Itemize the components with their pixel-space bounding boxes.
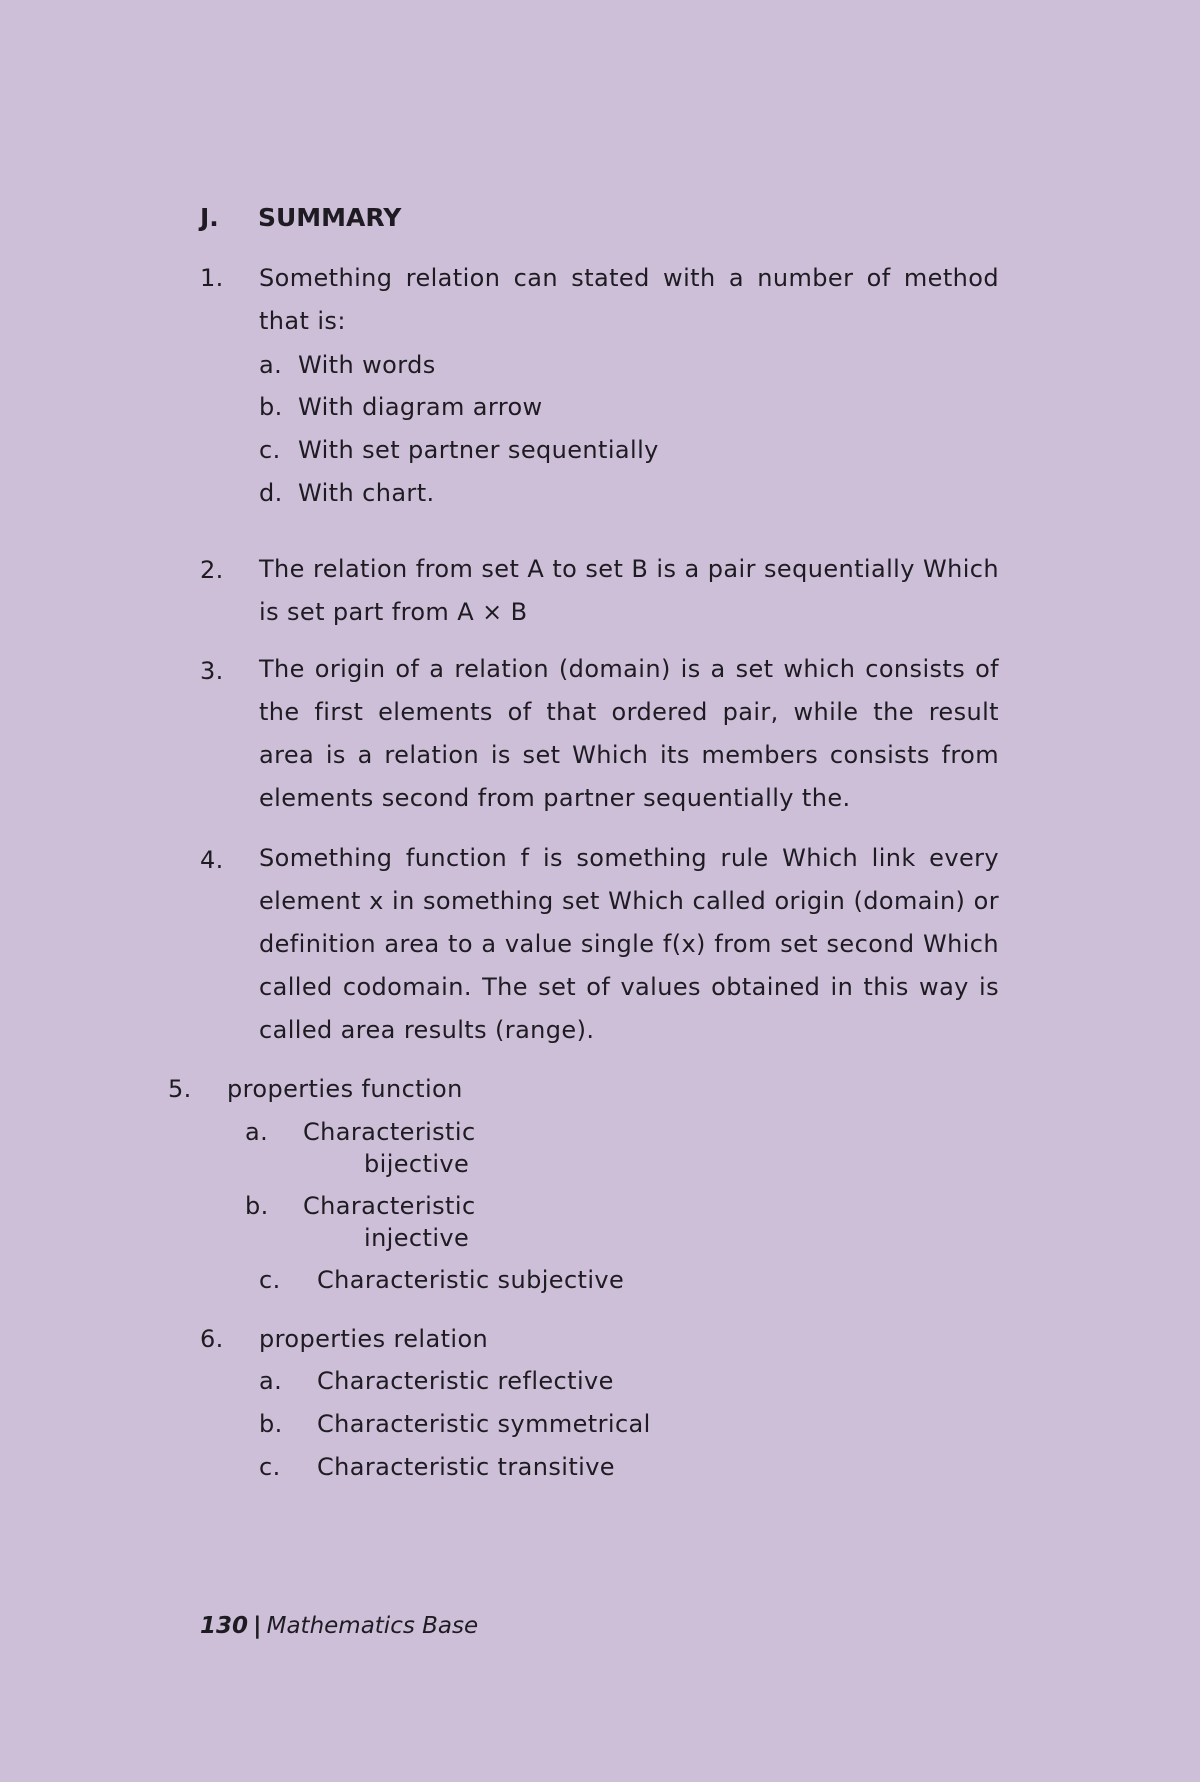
item-6b-letter: b.: [259, 1410, 283, 1438]
footer-separator: |: [253, 1613, 262, 1639]
item-6c-letter: c.: [259, 1453, 281, 1481]
item-5-number: 5.: [168, 1075, 192, 1103]
item-1c-letter: c.: [259, 436, 281, 464]
item-6c-text: Characteristic transitive: [317, 1453, 615, 1481]
item-1a-letter: a.: [259, 351, 283, 379]
item-5b-letter: b.: [245, 1192, 269, 1220]
item-5a-letter: a.: [245, 1118, 269, 1146]
item-1-number: 1.: [200, 264, 224, 292]
item-4-number: 4.: [200, 846, 224, 874]
item-5c-letter: c.: [259, 1266, 281, 1294]
item-5b-line2: injective: [364, 1224, 470, 1252]
item-5a-line2: bijective: [364, 1150, 470, 1178]
item-6a-text: Characteristic reflective: [317, 1367, 614, 1395]
section-letter: J.: [200, 203, 219, 232]
item-2-number: 2.: [200, 556, 224, 584]
item-5a-line1: Characteristic: [303, 1118, 476, 1146]
section-title: SUMMARY: [258, 203, 402, 232]
item-1a-text: With words: [298, 351, 436, 379]
item-1-text: Something relation can stated with a number of method that is:: [259, 264, 999, 335]
item-4-text: Something function f is something rule Which link every element x in something set Which called origin (domain) or definition area to a value single f(x) from set second Which called codomain. The set of values obtained in this way is called area results (range).: [259, 844, 999, 1044]
item-1b-text: With diagram arrow: [298, 393, 543, 421]
item-1d-text: With chart.: [298, 479, 435, 507]
item-6b-text: Characteristic symmetrical: [317, 1410, 651, 1438]
item-6-number: 6.: [200, 1325, 224, 1353]
item-5-text: properties function: [227, 1075, 463, 1103]
item-1d-letter: d.: [259, 479, 283, 507]
item-1b-letter: b.: [259, 393, 283, 421]
item-3-number: 3.: [200, 657, 224, 685]
page-number: 130: [200, 1613, 249, 1639]
book-title: Mathematics Base: [266, 1613, 479, 1639]
item-6a-letter: a.: [259, 1367, 283, 1395]
page-footer: [200, 1613, 478, 1639]
item-6-text: properties relation: [259, 1325, 489, 1353]
item-2-text: The relation from set A to set B is a pair sequentially Which is set part from A × B: [259, 555, 999, 626]
item-5b-line1: Characteristic: [303, 1192, 476, 1220]
item-5c-text: Characteristic subjective: [317, 1266, 625, 1294]
item-3-text: The origin of a relation (domain) is a set which consists of the first elements of that ordered pair, while the result area is a relation is set Which its members consists from elements second from partner sequentially the.: [259, 655, 999, 812]
item-1c-text: With set partner sequentially: [298, 436, 659, 464]
